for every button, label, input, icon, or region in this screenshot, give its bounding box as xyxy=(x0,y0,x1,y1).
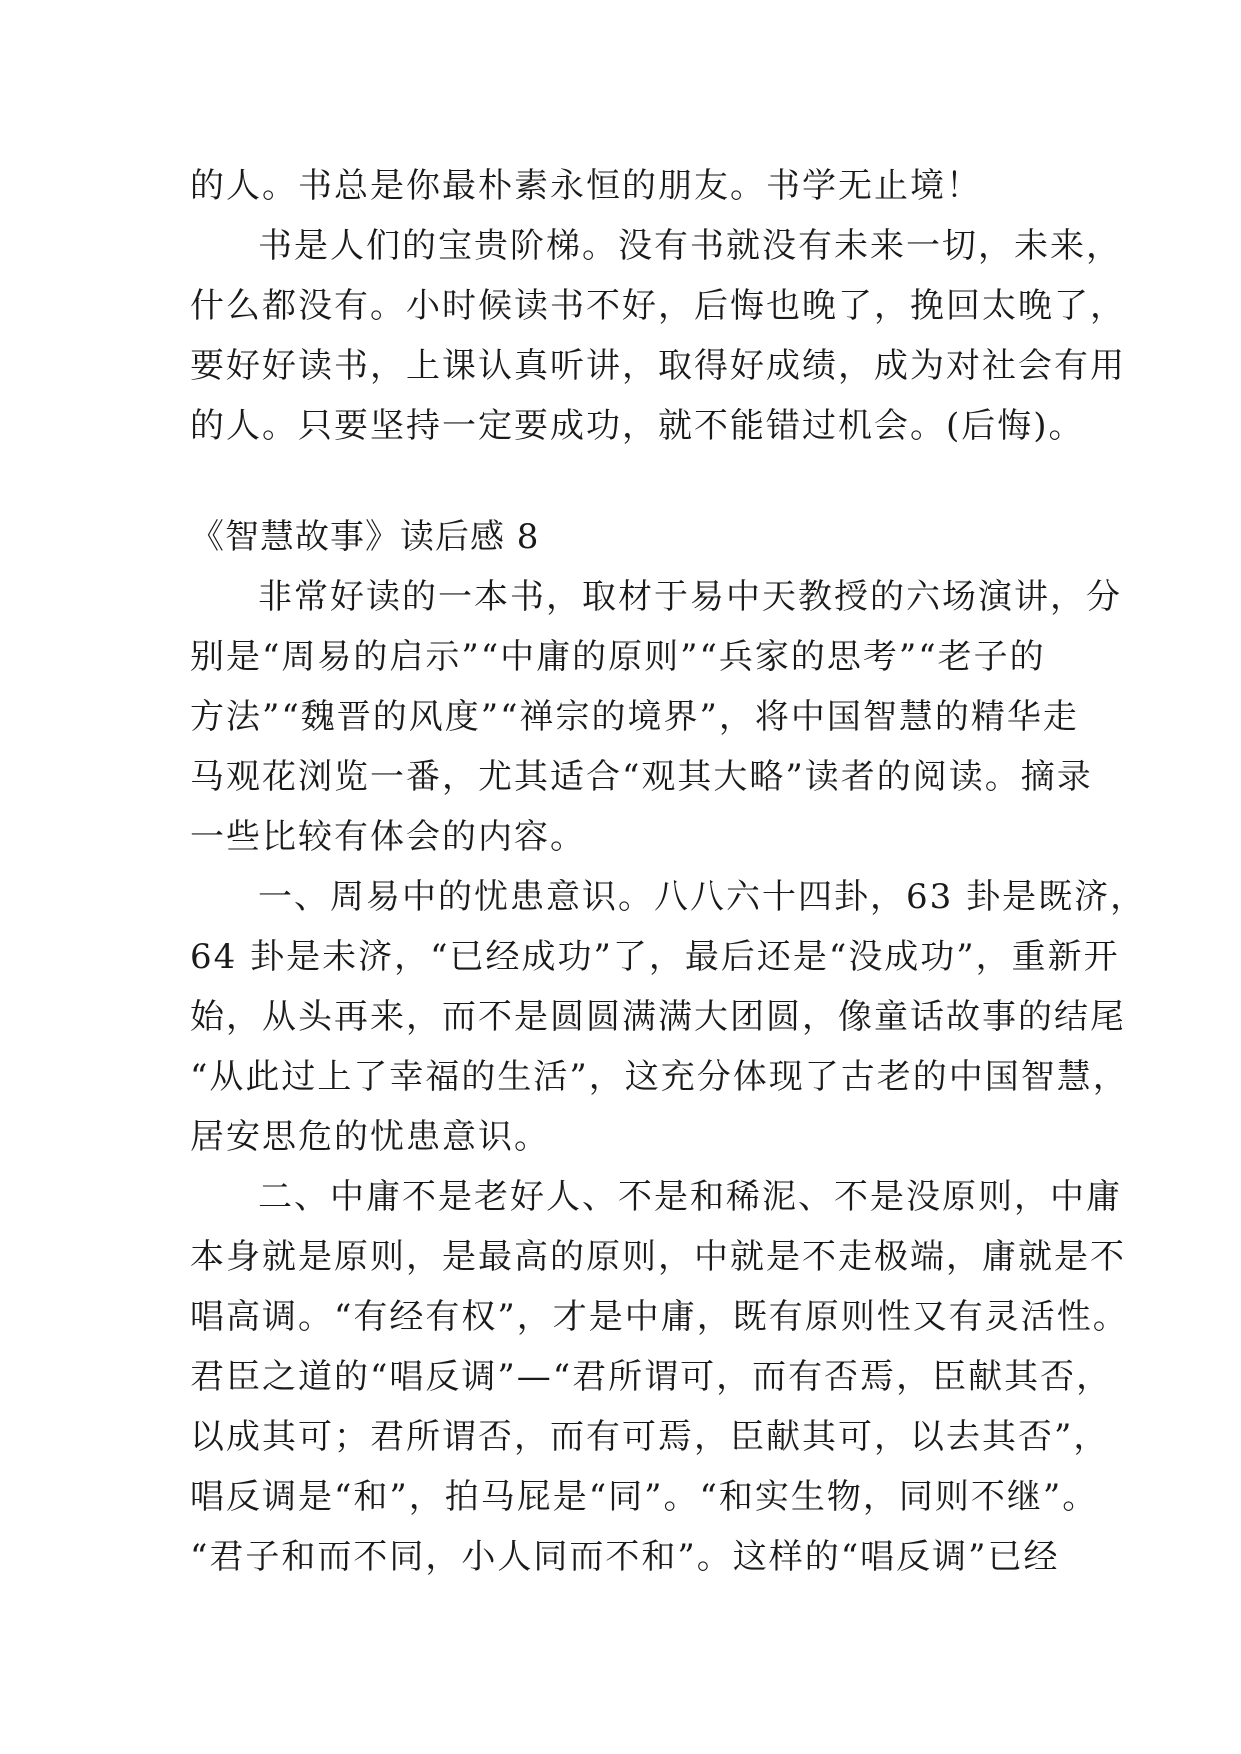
paragraph-first-line: 一、周易中的忧患意识。八八六十四卦，63 卦是既济， xyxy=(258,877,1147,917)
text-line: 以成其可；君所谓否，而有可焉，臣献其可，以去其否”， xyxy=(190,1417,1110,1457)
text-line: 唱反调是“和”，拍马屁是“同”。“和实生物，同则不继”。 xyxy=(190,1477,1099,1517)
section-heading: 《智慧故事》读后感 8 xyxy=(190,517,540,557)
text-line: 一些比较有体会的内容。 xyxy=(190,817,586,857)
text-line: 别是“周易的启示”“中庸的原则”“兵家的思考”“老子的 xyxy=(190,637,1046,677)
paragraph-first-line: 非常好读的一本书，取材于易中天教授的六场演讲，分 xyxy=(258,577,1122,617)
paragraph-first-line: 二、中庸不是老好人、不是和稀泥、不是没原则，中庸 xyxy=(258,1177,1122,1217)
text-line: “君子和而不同，小人同而不和”。这样的“唱反调”已经 xyxy=(190,1537,1060,1577)
text-line: 64 卦是未济，“已经成功”了，最后还是“没成功”，重新开 xyxy=(190,937,1120,977)
text-line: 唱高调。“有经有权”，才是中庸，既有原则性又有灵活性。 xyxy=(190,1297,1129,1337)
text-line: 方法”“魏晋的风度”“禅宗的境界”，将中国智慧的精华走 xyxy=(190,697,1079,737)
text-line: 居安思危的忧患意识。 xyxy=(190,1117,550,1157)
text-line: 始，从头再来，而不是圆圆满满大团圆，像童话故事的结尾 xyxy=(190,997,1126,1037)
text-line: 的人。书总是你最朴素永恒的朋友。书学无止境！ xyxy=(190,166,982,206)
paragraph-first-line: 书是人们的宝贵阶梯。没有书就没有未来一切，未来， xyxy=(258,226,1122,266)
text-line: 什么都没有。小时候读书不好，后悔也晚了，挽回太晚了， xyxy=(190,286,1126,326)
text-line: “从此过上了幸福的生活”，这充分体现了古老的中国智慧， xyxy=(190,1057,1129,1097)
text-line: 马观花浏览一番，尤其适合“观其大略”读者的阅读。摘录 xyxy=(190,757,1093,797)
text-line: 的人。只要坚持一定要成功，就不能错过机会。(后悔)。 xyxy=(190,406,1085,446)
text-line: 君臣之道的“唱反调”—“君所谓可，而有否焉，臣献其否， xyxy=(190,1357,1113,1397)
text-line: 本身就是原则，是最高的原则，中就是不走极端，庸就是不 xyxy=(190,1237,1126,1277)
text-line: 要好好读书，上课认真听讲，取得好成绩，成为对社会有用 xyxy=(190,346,1126,386)
